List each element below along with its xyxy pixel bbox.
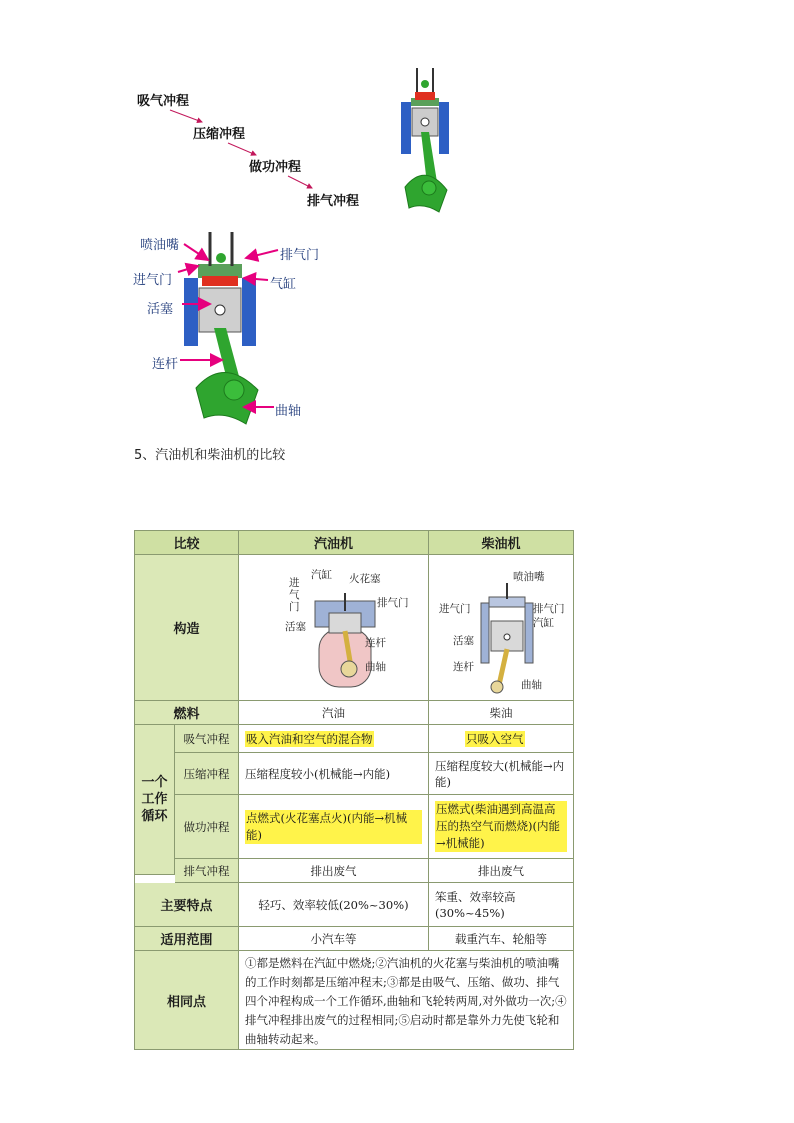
stroke-intake: 吸气冲程 <box>137 94 190 109</box>
row-label-power: 做功冲程 <box>175 795 239 859</box>
power-gasoline <box>239 795 429 859</box>
compression-gasoline: 压缩程度较小(机械能→内能) <box>239 753 429 795</box>
power-gasoline-text: 点燃式(火花塞点火)(内能→机械能) <box>245 810 422 844</box>
label-cylinder: 气缸 <box>270 277 297 292</box>
gas-label-spark-plug: 火花塞 <box>349 573 381 585</box>
engine-label-pointers <box>130 230 280 420</box>
diesel-label-rod: 连杆 <box>453 661 474 673</box>
intake-diesel-text: 只吸入空气 <box>466 731 524 746</box>
intake-gasoline <box>239 725 429 753</box>
intake-gasoline-text: 吸入汽油和空气的混合物 <box>246 731 373 746</box>
stroke-exhaust: 排气冲程 <box>307 194 360 209</box>
fuel-gasoline: 汽油 <box>239 701 429 725</box>
power-diesel-text: 压燃式(柴油遇到高温高压的热空气而燃烧)(内能→机械能) <box>435 801 567 852</box>
label-injector: 喷油嘴 <box>140 238 180 253</box>
gasoline-structure-cell <box>239 555 429 701</box>
diesel-label-injector: 喷油嘴 <box>513 571 545 583</box>
label-common: 相同点 <box>135 951 239 1049</box>
features-diesel: 笨重、效率较高(30%~45%) <box>429 883 573 927</box>
label-work-cycle: 一个 工作 循环 <box>135 725 175 875</box>
header-compare: 比较 <box>135 531 239 555</box>
row-label-exhaust: 排气冲程 <box>175 859 239 883</box>
diesel-label-piston: 活塞 <box>453 635 474 647</box>
gas-label-rod: 连杆 <box>365 637 386 649</box>
power-diesel <box>429 795 573 859</box>
diesel-label-intake: 进气门 <box>439 603 471 615</box>
label-piston: 活塞 <box>147 302 174 317</box>
engine-illustration-small <box>395 62 455 222</box>
gas-label-cylinder: 汽缸 <box>311 569 332 581</box>
label-fuel: 燃料 <box>135 701 239 725</box>
stroke-sequence-arrows <box>130 100 330 200</box>
stroke-power: 做功冲程 <box>249 160 302 175</box>
gas-label-piston: 活塞 <box>285 621 306 633</box>
stroke-compression: 压缩冲程 <box>193 127 246 142</box>
label-intake-valve: 进气门 <box>133 273 173 288</box>
usage-gasoline: 小汽车等 <box>239 927 429 951</box>
diesel-label-exhaust: 排气门 <box>533 603 565 615</box>
features-gasoline: 轻巧、效率较低(20%~30%) <box>239 883 429 927</box>
label-rod: 连杆 <box>152 357 179 372</box>
label-crankshaft: 曲轴 <box>275 404 302 419</box>
header-gasoline: 汽油机 <box>239 531 429 555</box>
comparison-table <box>134 530 574 1050</box>
label-structure: 构造 <box>135 555 239 701</box>
exhaust-diesel: 排出废气 <box>429 859 573 883</box>
row-label-compression: 压缩冲程 <box>175 753 239 795</box>
diesel-structure-cell <box>429 555 573 701</box>
gas-label-intake: 进 气 门 <box>289 577 300 613</box>
row-label-intake: 吸气冲程 <box>175 725 239 753</box>
usage-diesel: 载重汽车、轮船等 <box>429 927 573 951</box>
header-diesel: 柴油机 <box>429 531 573 555</box>
label-features: 主要特点 <box>135 883 239 927</box>
label-usage: 适用范围 <box>135 927 239 951</box>
gas-label-crank: 曲轴 <box>365 661 386 673</box>
label-exhaust-valve: 排气门 <box>280 248 320 263</box>
gas-label-exhaust: 排气门 <box>377 597 409 609</box>
intake-diesel <box>429 725 573 753</box>
common-text: ①都是燃料在汽缸中燃烧;②汽油机的火花塞与柴油机的喷油嘴的工作时刻都是压缩冲程末;③都是由吸气、压缩、做功、排气四个冲程构成一个工作循环,曲轴和飞轮转两周,对外做功一次;④排气冲程排出废气的过程相同;⑤启动时都是靠外力先使飞轮和曲轴转动起来。 <box>245 956 567 1046</box>
diesel-label-crank: 曲轴 <box>521 679 542 691</box>
diesel-label-cylinder: 汽缸 <box>533 617 554 629</box>
fuel-diesel: 柴油 <box>429 701 573 725</box>
compression-diesel: 压缩程度较大(机械能→内能) <box>429 753 573 795</box>
section-heading: 5、汽油机和柴油机的比较 <box>134 448 286 463</box>
exhaust-gasoline: 排出废气 <box>239 859 429 883</box>
